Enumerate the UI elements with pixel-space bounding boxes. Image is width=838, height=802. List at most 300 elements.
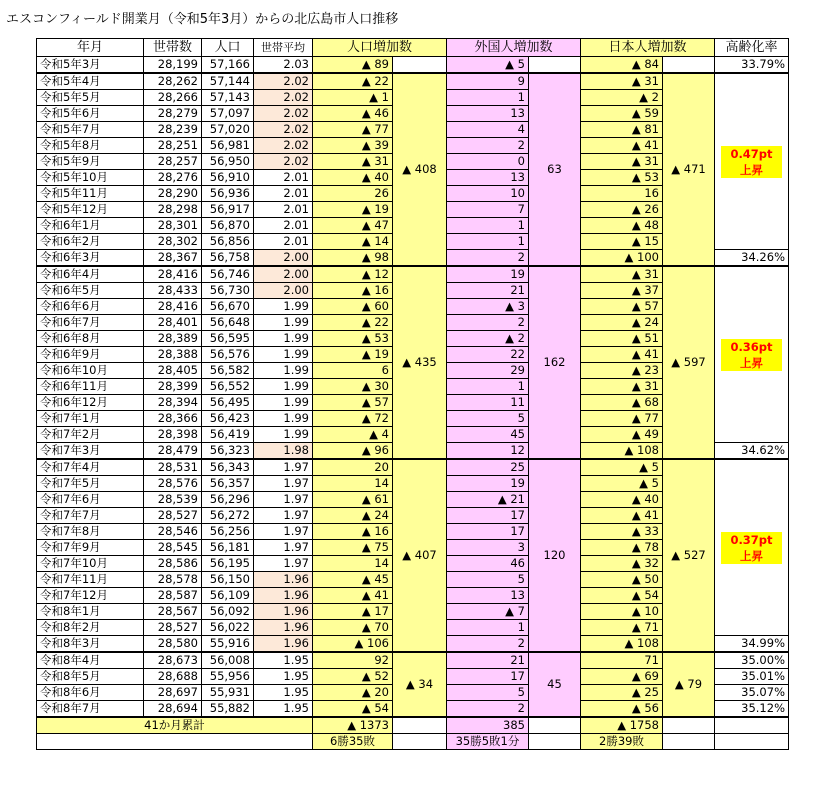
cell-pop-increase: ▲ 19 [313,347,393,363]
cell-foreign-increase: 5 [447,572,529,588]
cell-foreign-increase: 13 [447,170,529,186]
footer-foreign-sum: 385 [447,717,529,734]
cell-households: 28,276 [144,170,202,186]
cell-foreign-increase: 19 [447,266,529,283]
cell-japanese-increase: ▲ 108 [581,636,663,653]
cell-japanese-increase: ▲ 78 [581,540,663,556]
aging-change-label: 0.37pt 上昇 [721,532,782,564]
cell-japanese-increase: ▲ 41 [581,138,663,154]
cell-month: 令和6年2月 [37,234,144,250]
cell-foreign-increase: 2 [447,250,529,267]
cell-households: 28,688 [144,669,202,685]
cell-month: 令和7年12月 [37,588,144,604]
cell-population: 56,008 [202,652,254,669]
cell-foreign-increase: 19 [447,476,529,492]
cell-aging-rate: 35.00% [715,652,789,669]
cell-month: 令和6年12月 [37,395,144,411]
col-header-aging-rate: 高齢化率 [715,39,789,57]
cell-aging-rate: 35.01% [715,669,789,685]
cell-population: 56,670 [202,299,254,315]
cell-foreign-group-total: 120 [529,459,581,652]
cell-pop-increase: ▲ 30 [313,379,393,395]
cell-household-avg: 2.00 [254,266,313,283]
cell-households: 28,567 [144,604,202,620]
cell-household-avg: 1.95 [254,685,313,701]
footer-spacer [37,734,313,750]
cell-population: 56,746 [202,266,254,283]
cell-japanese-increase: ▲ 5 [581,459,663,476]
cell-pop-increase: ▲ 45 [313,572,393,588]
cell-households: 28,279 [144,106,202,122]
cell-foreign-increase: 0 [447,154,529,170]
col-header-pop-increase: 人口増加数 [313,39,447,57]
cell-foreign-increase: 1 [447,379,529,395]
cell-household-avg: 2.01 [254,218,313,234]
cell-households: 28,546 [144,524,202,540]
cell-month: 令和6年4月 [37,266,144,283]
cell-foreign-increase: 9 [447,73,529,90]
cell-japanese-increase: ▲ 59 [581,106,663,122]
cell-japanese-increase: ▲ 10 [581,604,663,620]
cell-month: 令和8年2月 [37,620,144,636]
cell-households: 28,576 [144,476,202,492]
cell-pop-increase: ▲ 4 [313,427,393,443]
cell-month: 令和5年10月 [37,170,144,186]
cell-foreign-increase: 2 [447,701,529,718]
cell-pop-increase: ▲ 47 [313,218,393,234]
aging-change-label: 0.47pt 上昇 [721,146,782,178]
footer-spacer [715,717,789,734]
cell-population: 57,097 [202,106,254,122]
cell-pop-group-total: ▲ 435 [393,266,447,459]
cell-pop-increase: ▲ 61 [313,492,393,508]
cell-japanese-increase: ▲ 25 [581,685,663,701]
cell-japanese-increase: ▲ 5 [581,476,663,492]
cell-population: 56,910 [202,170,254,186]
cell-population: 56,495 [202,395,254,411]
cell-households: 28,266 [144,90,202,106]
cell-households: 28,251 [144,138,202,154]
cell-japanese-increase: ▲ 41 [581,347,663,363]
cell-household-avg: 1.99 [254,363,313,379]
cell-pop-increase: 14 [313,476,393,492]
cell-pop-increase: ▲ 96 [313,443,393,460]
table-row [37,73,789,90]
cell-household-avg: 1.95 [254,652,313,669]
cell-foreign-increase: 11 [447,395,529,411]
cell-pop-increase: ▲ 20 [313,685,393,701]
footer-spacer [529,734,581,750]
cell-population: 55,916 [202,636,254,653]
cell-japanese-increase: 16 [581,186,663,202]
cell-month: 令和5年5月 [37,90,144,106]
cell-households: 28,697 [144,685,202,701]
cell-month: 令和7年11月 [37,572,144,588]
cell-japanese-increase: ▲ 68 [581,395,663,411]
cell-japanese-increase: ▲ 2 [581,90,663,106]
col-header-households: 世帯数 [144,39,202,57]
cell-aging-change [715,266,789,443]
cell-pop-increase: ▲ 12 [313,266,393,283]
cell-households: 28,367 [144,250,202,267]
cell-japanese-increase: ▲ 41 [581,508,663,524]
cell-households: 28,199 [144,57,202,74]
cell-japanese-increase: ▲ 31 [581,73,663,90]
cell-japanese-increase: ▲ 53 [581,170,663,186]
cell-japanese-increase: 71 [581,652,663,669]
cell-month: 令和5年8月 [37,138,144,154]
cell-foreign-increase: 3 [447,540,529,556]
cell-foreign-increase: 4 [447,122,529,138]
cell-foreign-increase: 25 [447,459,529,476]
cell-foreign-increase: 45 [447,427,529,443]
cell-month: 令和7年9月 [37,540,144,556]
cell-month: 令和5年4月 [37,73,144,90]
cell-foreign-increase: 2 [447,636,529,653]
cell-household-avg: 1.97 [254,556,313,572]
cell-foreign-increase: 17 [447,508,529,524]
cell-households: 28,587 [144,588,202,604]
cell-pop-increase: ▲ 77 [313,122,393,138]
cell-household-avg: 1.99 [254,331,313,347]
cell-japanese-increase: ▲ 32 [581,556,663,572]
header-row [37,39,789,57]
cell-aging-rate: 34.99% [715,636,789,653]
col-header-month: 年月 [37,39,144,57]
cell-pop-increase: ▲ 31 [313,154,393,170]
cell-pop-increase: ▲ 39 [313,138,393,154]
table-row [37,652,789,669]
cell-households: 28,416 [144,266,202,283]
cell-households: 28,401 [144,315,202,331]
cell-month: 令和8年1月 [37,604,144,620]
cell-household-avg: 1.99 [254,299,313,315]
cell-households: 28,239 [144,122,202,138]
cell-households: 28,399 [144,379,202,395]
cell-pop-increase: ▲ 46 [313,106,393,122]
footer-spacer [393,734,447,750]
cell-foreign-group-total: 63 [529,73,581,266]
cell-household-avg: 1.95 [254,669,313,685]
cell-pop-increase: ▲ 53 [313,331,393,347]
cell-japanese-increase: ▲ 77 [581,411,663,427]
cell-pop-increase: ▲ 24 [313,508,393,524]
cell-households: 28,262 [144,73,202,90]
cell-month: 令和8年5月 [37,669,144,685]
cell-household-avg: 1.99 [254,411,313,427]
cell-households: 28,479 [144,443,202,460]
cell-month: 令和6年10月 [37,363,144,379]
cell-household-avg: 1.99 [254,347,313,363]
cell-foreign-increase: 13 [447,588,529,604]
footer-total-row [37,717,789,734]
cell-japanese-group-total: ▲ 79 [663,652,715,717]
cell-aging-change [715,459,789,636]
cell-japanese-increase: ▲ 48 [581,218,663,234]
cell-foreign-increase: ▲ 2 [447,331,529,347]
cell-foreign-increase: 1 [447,218,529,234]
cell-japanese-increase: ▲ 24 [581,315,663,331]
cell-japanese-increase: ▲ 33 [581,524,663,540]
cell-japanese-increase: ▲ 54 [581,588,663,604]
footer-pop-sum: ▲ 1373 [313,717,393,734]
cell-foreign-increase: 7 [447,202,529,218]
cell-japanese-increase: ▲ 31 [581,266,663,283]
footer-japanese-record: 2勝39敗 [581,734,663,750]
cell-japanese-increase: ▲ 71 [581,620,663,636]
cell-population: 56,758 [202,250,254,267]
cell-aging-rate: 34.26% [715,250,789,267]
cell-pop-increase: ▲ 16 [313,283,393,299]
cell-foreign-group-total: 45 [529,652,581,717]
cell-pop-increase: 92 [313,652,393,669]
cell-population: 56,357 [202,476,254,492]
cell-pop-increase: ▲ 72 [313,411,393,427]
cell-households: 28,694 [144,701,202,718]
cell-foreign-group-blank [529,57,581,74]
cell-month: 令和5年6月 [37,106,144,122]
cell-pop-increase: ▲ 22 [313,315,393,331]
cell-japanese-group-total: ▲ 471 [663,73,715,266]
cell-japanese-increase: ▲ 31 [581,154,663,170]
cell-household-avg: 1.99 [254,315,313,331]
cell-population: 57,166 [202,57,254,74]
cell-population: 56,272 [202,508,254,524]
cell-population: 56,181 [202,540,254,556]
cell-month: 令和6年6月 [37,299,144,315]
cell-population: 57,020 [202,122,254,138]
col-header-household-avg: 世帯平均 [254,39,313,57]
cell-household-avg: 2.00 [254,283,313,299]
cell-households: 28,527 [144,508,202,524]
cell-households: 28,586 [144,556,202,572]
cell-pop-increase: ▲ 14 [313,234,393,250]
footer-spacer [393,717,447,734]
cell-japanese-increase: ▲ 31 [581,379,663,395]
cell-population: 56,595 [202,331,254,347]
cell-month: 令和5年9月 [37,154,144,170]
cell-pop-increase: ▲ 40 [313,170,393,186]
aging-change-label: 0.36pt 上昇 [721,339,782,371]
cell-month: 令和7年5月 [37,476,144,492]
cell-household-avg: 2.01 [254,186,313,202]
cell-japanese-increase: ▲ 37 [581,283,663,299]
cell-household-avg: 1.97 [254,524,313,540]
cell-population: 56,256 [202,524,254,540]
cell-month: 令和6年7月 [37,315,144,331]
cell-foreign-group-total: 162 [529,266,581,459]
cell-household-avg: 1.96 [254,636,313,653]
cell-household-avg: 1.99 [254,379,313,395]
population-table [36,38,789,750]
cell-foreign-increase: 21 [447,283,529,299]
footer-pop-record: 6勝35敗 [313,734,393,750]
cell-households: 28,539 [144,492,202,508]
cell-households: 28,394 [144,395,202,411]
cell-population: 56,552 [202,379,254,395]
cell-households: 28,433 [144,283,202,299]
cell-aging-change [715,73,789,250]
cell-population: 56,423 [202,411,254,427]
cell-foreign-increase: ▲ 5 [447,57,529,74]
cell-month: 令和6年8月 [37,331,144,347]
cell-population: 56,936 [202,186,254,202]
cell-pop-group-total: ▲ 34 [393,652,447,717]
cell-foreign-increase: 5 [447,411,529,427]
cell-japanese-group-total: ▲ 597 [663,266,715,459]
cell-households: 28,531 [144,459,202,476]
cell-households: 28,416 [144,299,202,315]
page-title: エスコンフィールド開業月（令和5年3月）からの北広島市人口推移 [6,12,399,27]
cell-japanese-increase: ▲ 84 [581,57,663,74]
cell-foreign-increase: 22 [447,347,529,363]
cell-month: 令和8年6月 [37,685,144,701]
cell-month: 令和5年7月 [37,122,144,138]
col-header-japanese-increase: 日本人増加数 [581,39,715,57]
footer-spacer [663,717,715,734]
cell-pop-increase: ▲ 106 [313,636,393,653]
cell-japanese-increase: ▲ 40 [581,492,663,508]
cell-pop-increase: ▲ 75 [313,540,393,556]
table-row [37,459,789,476]
cell-population: 56,870 [202,218,254,234]
cell-households: 28,527 [144,620,202,636]
cell-population: 56,648 [202,315,254,331]
cell-foreign-increase: ▲ 3 [447,299,529,315]
cell-household-avg: 1.99 [254,427,313,443]
footer-label: 41か月累計 [37,717,313,734]
cell-population: 56,022 [202,620,254,636]
cell-japanese-group-total: ▲ 527 [663,459,715,652]
cell-household-avg: 2.02 [254,73,313,90]
cell-foreign-increase: 1 [447,90,529,106]
cell-japanese-increase: ▲ 57 [581,299,663,315]
cell-household-avg: 1.96 [254,572,313,588]
cell-month: 令和7年3月 [37,443,144,460]
cell-population: 57,143 [202,90,254,106]
cell-household-avg: 1.96 [254,620,313,636]
cell-population: 56,917 [202,202,254,218]
cell-pop-increase: 6 [313,363,393,379]
cell-pop-increase: ▲ 52 [313,669,393,685]
cell-pop-group-total: ▲ 407 [393,459,447,652]
cell-foreign-increase: 2 [447,138,529,154]
cell-month: 令和6年11月 [37,379,144,395]
cell-pop-increase: ▲ 22 [313,73,393,90]
col-header-population: 人口 [202,39,254,57]
cell-month: 令和5年12月 [37,202,144,218]
cell-household-avg: 1.97 [254,508,313,524]
cell-japanese-increase: ▲ 100 [581,250,663,267]
cell-household-avg: 2.02 [254,106,313,122]
cell-household-avg: 2.03 [254,57,313,74]
cell-population: 56,950 [202,154,254,170]
cell-japanese-increase: ▲ 15 [581,234,663,250]
cell-household-avg: 1.97 [254,540,313,556]
cell-household-avg: 1.96 [254,604,313,620]
cell-japanese-group-blank [663,57,715,74]
cell-month: 令和5年3月 [37,57,144,74]
cell-households: 28,290 [144,186,202,202]
footer-record-row [37,734,789,750]
cell-pop-increase: ▲ 16 [313,524,393,540]
cell-foreign-increase: 5 [447,685,529,701]
cell-month: 令和7年4月 [37,459,144,476]
cell-households: 28,302 [144,234,202,250]
cell-population: 56,343 [202,459,254,476]
cell-month: 令和8年7月 [37,701,144,718]
cell-month: 令和7年7月 [37,508,144,524]
cell-household-avg: 2.02 [254,90,313,106]
cell-households: 28,405 [144,363,202,379]
cell-household-avg: 1.97 [254,459,313,476]
cell-household-avg: 1.97 [254,492,313,508]
cell-japanese-increase: ▲ 23 [581,363,663,379]
cell-population: 55,882 [202,701,254,718]
cell-population: 56,582 [202,363,254,379]
cell-household-avg: 1.98 [254,443,313,460]
cell-japanese-increase: ▲ 69 [581,669,663,685]
cell-foreign-increase: 46 [447,556,529,572]
cell-pop-increase: ▲ 54 [313,701,393,718]
cell-japanese-increase: ▲ 49 [581,427,663,443]
cell-month: 令和7年1月 [37,411,144,427]
cell-pop-increase: 14 [313,556,393,572]
cell-population: 56,323 [202,443,254,460]
cell-aging-rate: 34.62% [715,443,789,460]
cell-household-avg: 1.96 [254,588,313,604]
cell-pop-increase: ▲ 1 [313,90,393,106]
cell-pop-increase: 20 [313,459,393,476]
cell-household-avg: 1.97 [254,476,313,492]
cell-household-avg: 2.01 [254,234,313,250]
cell-foreign-increase: 29 [447,363,529,379]
cell-month: 令和7年2月 [37,427,144,443]
footer-spacer [663,734,715,750]
cell-pop-increase: ▲ 17 [313,604,393,620]
cell-pop-increase: 26 [313,186,393,202]
table-row [37,266,789,283]
cell-households: 28,578 [144,572,202,588]
cell-aging-rate: 33.79% [715,57,789,74]
cell-japanese-increase: ▲ 50 [581,572,663,588]
cell-foreign-increase: 1 [447,620,529,636]
cell-household-avg: 2.01 [254,170,313,186]
cell-population: 55,956 [202,669,254,685]
cell-households: 28,257 [144,154,202,170]
cell-foreign-increase: 17 [447,524,529,540]
cell-month: 令和6年3月 [37,250,144,267]
cell-month: 令和6年1月 [37,218,144,234]
cell-month: 令和6年5月 [37,283,144,299]
cell-household-avg: 2.00 [254,250,313,267]
cell-japanese-increase: ▲ 108 [581,443,663,460]
cell-foreign-increase: ▲ 21 [447,492,529,508]
cell-month: 令和8年3月 [37,636,144,653]
cell-month: 令和7年6月 [37,492,144,508]
cell-month: 令和8年4月 [37,652,144,669]
cell-pop-increase: ▲ 19 [313,202,393,218]
cell-population: 56,576 [202,347,254,363]
cell-population: 56,150 [202,572,254,588]
cell-households: 28,673 [144,652,202,669]
cell-population: 57,144 [202,73,254,90]
cell-foreign-increase: 13 [447,106,529,122]
cell-foreign-increase: 1 [447,234,529,250]
cell-population: 56,730 [202,283,254,299]
cell-foreign-increase: ▲ 7 [447,604,529,620]
footer-spacer [715,734,789,750]
